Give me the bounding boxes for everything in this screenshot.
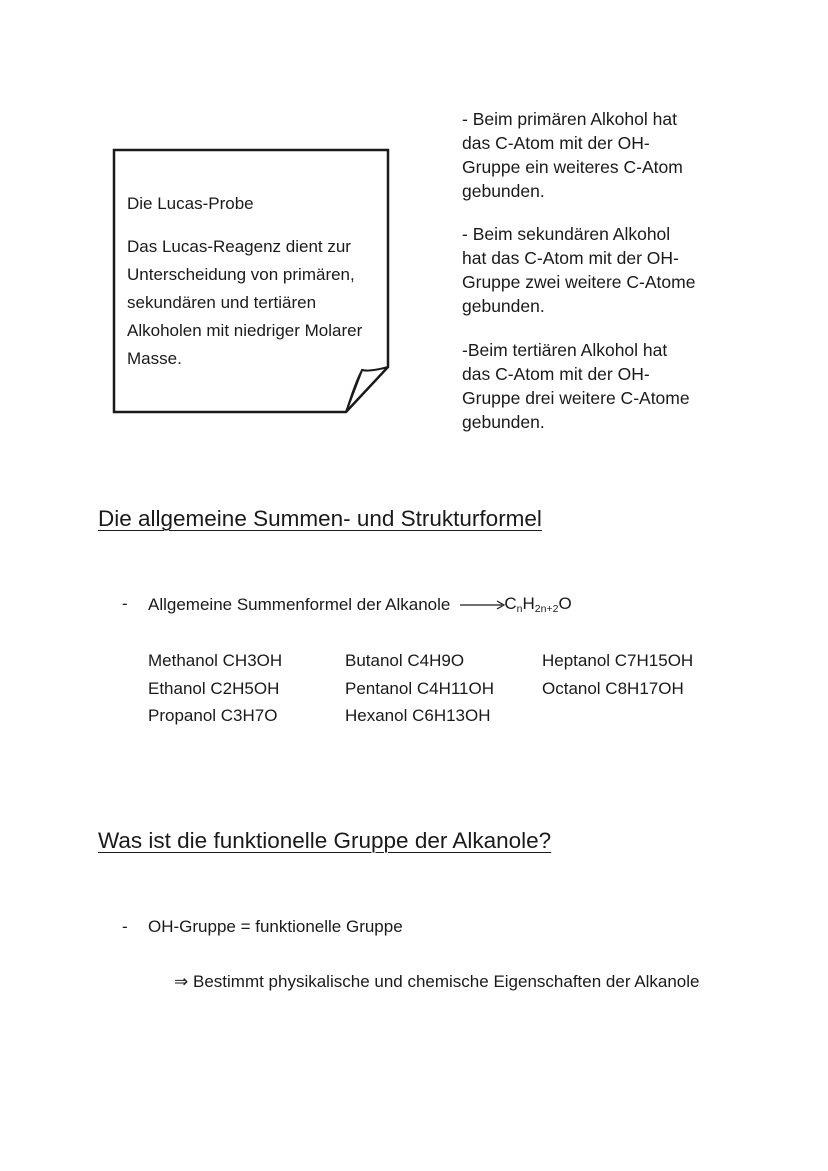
text-line: gebunden. [462,412,545,432]
text-line: das C-Atom mit der OH- [462,133,650,153]
alkanol-column-3 [542,647,693,702]
text-line: Gruppe drei weitere C-Atome [462,388,690,408]
functional-group-text: OH-Gruppe = funktionelle Gruppe [148,917,403,936]
text-line: - Beim primären Alkohol hat [462,109,677,129]
alkanol-item: Methanol CH3OH [148,651,283,670]
note-body [127,233,377,373]
formula-o: O [558,594,572,613]
section-heading-functional-group: Was ist die funktionelle Gruppe der Alkanole? [98,828,552,853]
general-formula-label: Allgemeine Summenformel der Alkanole [148,594,451,614]
section-heading-formula: Die allgemeine Summen- und Strukturformel [98,506,542,531]
note-body-line: sekundären und tertiären [127,293,317,312]
general-formula [504,594,571,615]
text-line: -Beim tertiären Alkohol hat [462,340,668,360]
implies-text: Bestimmt physikalische und chemische Eigenschaften der Alkanole [192,972,700,991]
secondary-alcohol-text [462,222,722,318]
formula-h-sub: 2n+2 [534,603,559,615]
note-body-line: Masse. [127,349,182,368]
alkanol-column-1 [148,647,282,730]
implies-arrow-icon: ⇒ [174,972,189,991]
implies-line [174,972,699,992]
note-body-line: Das Lucas-Reagenz dient zur [127,237,351,256]
text-line: - Beim sekundären Alkohol [462,224,671,244]
alkanol-item: Propanol C3H7O [148,706,278,725]
text-line: Gruppe ein weiteres C-Atom [462,157,683,177]
alkanol-column-2 [345,647,494,730]
text-line: Gruppe zwei weitere C-Atome [462,272,696,292]
note-body-line: Unterscheidung von primären, [127,265,355,284]
arrow-right-icon [460,599,506,611]
bullet-dash: - [122,594,128,613]
bullet-dash: - [122,917,128,936]
alkanol-item: Hexanol C6H13OH [345,706,491,725]
alkanol-item: Ethanol C2H5OH [148,678,280,698]
note-body-line: Alkoholen mit niedriger Molarer [127,321,363,340]
alkanol-item: Pentanol C4H11OH [345,678,494,698]
general-formula-row [148,594,572,615]
tertiary-alcohol-text [462,338,722,434]
text-line: gebunden. [462,296,545,316]
formula-h: H [522,594,535,613]
alkanol-item: Butanol C4H9O [345,651,465,670]
alkanol-item: Octanol C8H17OH [542,678,684,698]
note-title: Die Lucas-Probe [127,194,254,213]
text-line: hat das C-Atom mit der OH- [462,248,679,268]
formula-n: n [516,603,523,615]
alkanol-item: Heptanol C7H15OH [542,651,694,670]
primary-alcohol-text [462,107,722,203]
text-line: gebunden. [462,181,545,201]
text-line: das C-Atom mit der OH- [462,364,650,384]
formula-c: C [504,594,517,613]
